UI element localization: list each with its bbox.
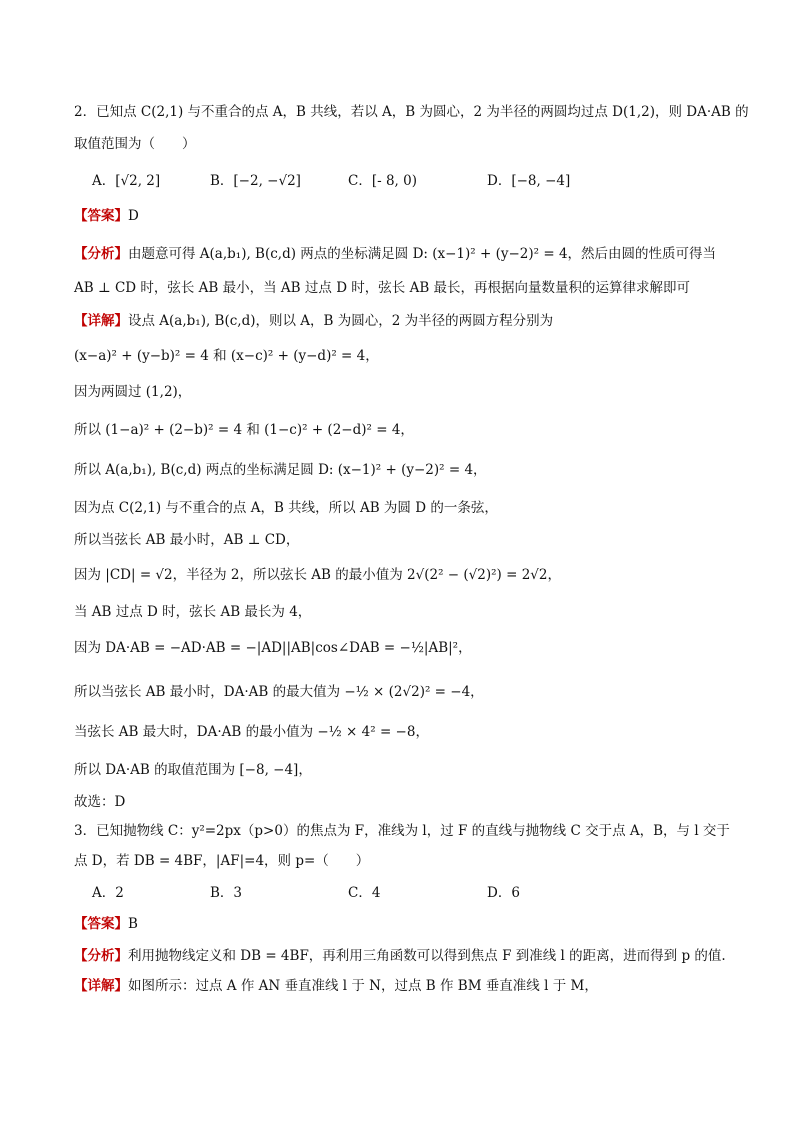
q2-detail-line-9: 当 AB 过点 D 时，弦长 AB 最长为 4， (74, 604, 312, 620)
q2-detail-line-7: 所以当弦长 AB 最小时，AB ⊥ CD， (74, 532, 300, 548)
detail-tag: 【详解】 (74, 313, 128, 329)
q3-stem-line-1: 3．已知抛物线 C：y²=2px（p>0）的焦点为 F，准线为 l，过 F 的直线与抛物线 C 交于点 A，B，与 l 交于 (74, 823, 730, 839)
q2-analysis-line-2: AB ⊥ CD 时，弦长 AB 最小，当 AB 过点 D 时，弦长 AB 最长，再根据向量数量积的运算律求解即可 (74, 280, 691, 296)
q3-option-d: D．6 (487, 885, 520, 901)
q2-detail-line-12: 当弦长 AB 最大时，DA·AB 的最小值为 −½ × 4² = −8， (74, 724, 429, 740)
q2-option-b: B．[−2, −√2] (210, 173, 301, 189)
q3-option-a: A．2 (92, 885, 124, 901)
q2-analysis-line-1 (74, 244, 733, 264)
q2-detail-line-3: 因为两圆过 (1,2)， (74, 384, 192, 400)
q2-answer (74, 206, 733, 226)
q2-detail-line-6: 因为点 C(2,1) 与不重合的点 A，B 共线，所以 AB 为圆 D 的一条弦， (74, 500, 498, 516)
q3-stem-line-2: 点 D，若 DB = 4BF，|AF|=4，则 p=（ ） (74, 853, 370, 869)
detail-tag: 【详解】 (74, 978, 128, 994)
q2-detail-line-5: 所以 A(a,b₁), B(c,d) 两点的坐标满足圆 D: (x−1)² + (y−2)² = 4， (74, 462, 487, 478)
q2-detail-line-11: 所以当弦长 AB 最小时，DA·AB 的最大值为 −½ × (2√2)² = −4， (74, 684, 484, 700)
q2-detail-line-10: 因为 DA·AB = −AD·AB = −|AD||AB|cos∠DAB = −½|AB|²， (74, 640, 472, 656)
q2-detail-line-4: 所以 (1−a)² + (2−b)² = 4 和 (1−c)² + (2−d)² = 4， (74, 422, 414, 438)
detail-text: 设点 A(a,b₁), B(c,d)，则以 A，B 为圆心，2 为半径的两圆方程分别为 (128, 313, 554, 329)
q2-detail-line-8: 因为 |CD| = √2，半径为 2，所以弦长 AB 的最小值为 2√(2² − (√2)²) = 2√2， (74, 567, 561, 583)
q2-detail-line-13: 所以 DA·AB 的取值范围为 [−8, −4]， (74, 762, 312, 778)
q2-detail-line-14: 故选：D (74, 794, 126, 810)
q2-stem-line-1: 2．已知点 C(2,1) 与不重合的点 A，B 共线，若以 A，B 为圆心，2 为半径的两圆均过点 D(1,2)，则 DA·AB 的 (74, 104, 749, 120)
q3-answer (74, 914, 733, 934)
q2-option-a: A．[√2, 2] (92, 173, 161, 189)
q2-detail-line-1 (74, 311, 733, 331)
detail-text: 如图所示：过点 A 作 AN 垂直准线 l 于 N，过点 B 作 BM 垂直准线 l 于 M， (128, 978, 598, 994)
answer-tag: 【答案】 (74, 916, 128, 932)
q3-analysis (74, 946, 733, 966)
q3-detail (74, 976, 733, 996)
q3-option-b: B．3 (210, 885, 243, 901)
q2-option-d: D．[−8, −4] (487, 173, 571, 189)
q3-option-c: C．4 (348, 885, 381, 901)
q2-stem-line-2: 取值范围为（ ） (74, 136, 196, 152)
analysis-tag: 【分析】 (74, 246, 128, 262)
answer-value: B (128, 916, 138, 932)
answer-value: D (128, 208, 139, 224)
q2-option-c: C．[- 8, 0) (348, 173, 417, 189)
analysis-tag: 【分析】 (74, 948, 128, 964)
answer-tag: 【答案】 (74, 208, 128, 224)
q2-detail-line-2: (x−a)² + (y−b)² = 4 和 (x−c)² + (y−d)² = 4， (74, 348, 379, 364)
analysis-text: 由题意可得 A(a,b₁), B(c,d) 两点的坐标满足圆 D: (x−1)² + (y−2)² = 4，然后由圆的性质可得当 (128, 246, 717, 262)
analysis-text: 利用抛物线定义和 DB = 4BF，再利用三角函数可以得到焦点 F 到准线 l 的距离，进而得到 p 的值. (128, 948, 726, 964)
